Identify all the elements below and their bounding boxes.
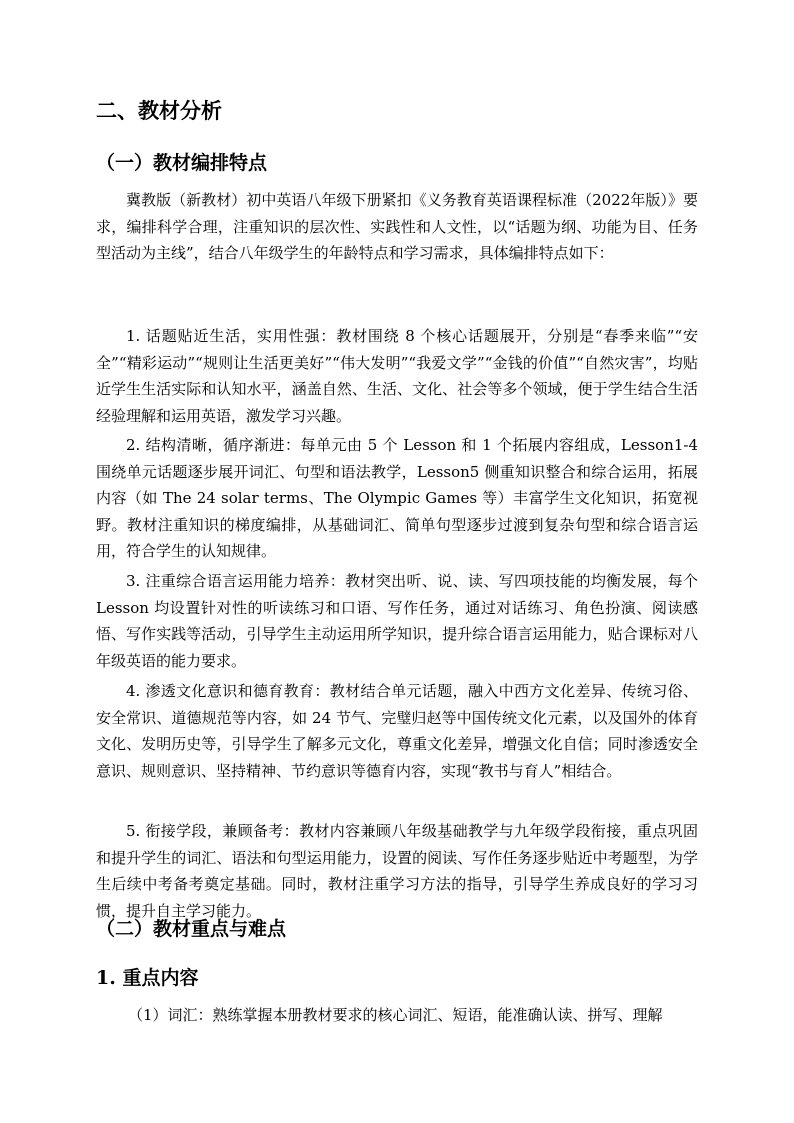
subsection-title-key-points: （二）教材重点与难点 xyxy=(96,918,287,940)
point-paragraph-3: 3. 注重综合语言运用能力培养：教材突出听、说、读、写四项技能的均衡发展，每个 Lesson 均设置针对性的听读练习和口语、写作任务，通过对话练习、角色扮演、阅读感悟、写作实践等活动，引导学生主动运用所学知识，提升综合语言运用能力，贴合课标对八年级英语的能力要求。 xyxy=(96,572,698,670)
point-paragraph-5: 5. 衔接学段，兼顾备考：教材内容兼顾八年级基础教学与九年级学段衔接，重点巩固和提升学生的词汇、语法和句型运用能力，设置的阅读、写作任务逐步贴近中考题型，为学生后续中考备考奠定基础。同时，教材注重学习方法的指导，引导学生养成良好的学习习惯，提升自主学习能力。 xyxy=(96,822,698,920)
heading-key-content: 1. 重点内容 xyxy=(96,967,199,989)
point-paragraph-4: 4. 渗透文化意识和德育教育：教材结合单元话题，融入中西方文化差异、传统习俗、安全常识、道德规范等内容，如 24 节气、完璧归赵等中国传统文化元素，以及国外的体育文化、发明历史等，引导学生了解多元文化，尊重文化差异，增强文化自信；同时渗透安全意识、规则意识、坚持精神、节约意识等德育内容，实现“教书与育人”相结合。 xyxy=(96,682,698,780)
subsection-title-arrangement: （一）教材编排特点 xyxy=(96,152,268,174)
point-paragraph-2: 2. 结构清晰，循序渐进：每单元由 5 个 Lesson 和 1 个拓展内容组成，Lesson1-4 围绕单元话题逐步展开词汇、句型和语法教学，Lesson5 侧重知识整合和综合运用，拓展内容（如 The 24 solar terms、The Olympic Games 等）丰富学生文化知识，拓宽视野。教材注重知识的梯度编排，从基础词汇、简单句型逐步过渡到复杂句型和综合语言运用，符合学生的认知规律。 xyxy=(96,436,698,561)
vocab-line: （1）词汇：熟练掌握本册教材要求的核心词汇、短语，能准确认读、拼写、理解 xyxy=(128,1006,663,1024)
intro-paragraph: 冀教版（新教材）初中英语八年级下册紧扣《义务教育英语课程标准（2022年版）》要求，编排科学合理，注重知识的层次性、实践性和人文性，以“话题为纲、功能为目、任务型活动为主线”，结合八年级学生的年龄特点和学习需求，具体编排特点如下： xyxy=(96,191,698,263)
point-paragraph-1: 1. 话题贴近生活，实用性强：教材围绕 8 个核心话题展开，分别是“春季来临”“安全”“精彩运动”“规则让生活更美好”“伟大发明”“我爱文学”“金钱的价值”“自然灾害”，均贴近学生生活实际和认知水平，涵盖自然、生活、文化、社会等多个领域，便于学生结合生活经验理解和运用英语，激发学习兴趣。 xyxy=(96,327,698,425)
section-title: 二、教材分析 xyxy=(96,98,222,123)
